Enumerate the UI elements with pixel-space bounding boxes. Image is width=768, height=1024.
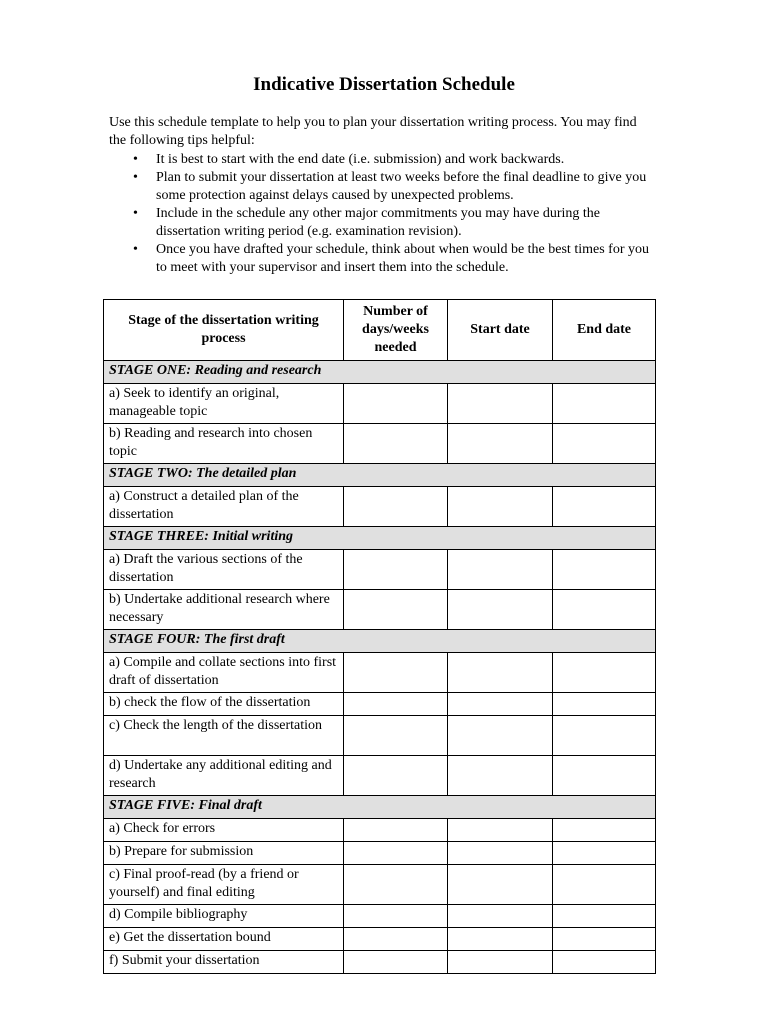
stage-title: STAGE ONE: Reading and research	[104, 361, 656, 384]
stage-row	[104, 464, 656, 487]
column-header-start-date: Start date	[448, 300, 553, 361]
end-date-cell[interactable]	[553, 487, 656, 527]
start-date-cell[interactable]	[448, 842, 553, 865]
schedule-table	[103, 299, 656, 974]
start-date-cell[interactable]	[448, 756, 553, 796]
end-date-cell[interactable]	[553, 951, 656, 974]
task-cell: a) Check for errors	[104, 819, 344, 842]
task-cell: a) Seek to identify an original, manageable topic	[104, 384, 344, 424]
duration-cell[interactable]	[344, 693, 448, 716]
task-cell: d) Undertake any additional editing and research	[104, 756, 344, 796]
table-row	[104, 928, 656, 951]
stage-title: STAGE THREE: Initial writing	[104, 527, 656, 550]
end-date-cell[interactable]	[553, 653, 656, 693]
task-cell: a) Draft the various sections of the dissertation	[104, 550, 344, 590]
end-date-cell[interactable]	[553, 819, 656, 842]
tip-item: • Plan to submit your dissertation at least two weeks before the final deadline to give you some protection against delays caused by unexpected problems.	[109, 169, 661, 205]
duration-cell[interactable]	[344, 951, 448, 974]
end-date-cell[interactable]	[553, 550, 656, 590]
column-header-end-date: End date	[553, 300, 656, 361]
table-row	[104, 693, 656, 716]
duration-cell[interactable]	[344, 905, 448, 928]
start-date-cell[interactable]	[448, 905, 553, 928]
start-date-cell[interactable]	[448, 550, 553, 590]
column-header-stage: Stage of the dissertation writing process	[104, 300, 344, 361]
table-row	[104, 424, 656, 464]
duration-cell[interactable]	[344, 842, 448, 865]
column-header-duration: Number of days/weeks needed	[344, 300, 448, 361]
duration-cell[interactable]	[344, 865, 448, 905]
intro-paragraph: Use this schedule template to help you to plan your dissertation writing process. You may find the following tips helpful:	[109, 115, 637, 148]
tip-item: • Include in the schedule any other major commitments you may have during the dissertation writing period (e.g. examination revision).	[109, 205, 661, 241]
end-date-cell[interactable]	[553, 424, 656, 464]
table-row	[104, 951, 656, 974]
start-date-cell[interactable]	[448, 590, 553, 630]
table-row	[104, 550, 656, 590]
duration-cell[interactable]	[344, 487, 448, 527]
end-date-cell[interactable]	[553, 928, 656, 951]
start-date-cell[interactable]	[448, 424, 553, 464]
duration-cell[interactable]	[344, 819, 448, 842]
task-cell: b) Prepare for submission	[104, 842, 344, 865]
start-date-cell[interactable]	[448, 653, 553, 693]
stage-row	[104, 361, 656, 384]
duration-cell[interactable]	[344, 756, 448, 796]
start-date-cell[interactable]	[448, 819, 553, 842]
end-date-cell[interactable]	[553, 590, 656, 630]
table-row	[104, 865, 656, 905]
end-date-cell[interactable]	[553, 842, 656, 865]
stage-title: STAGE TWO: The detailed plan	[104, 464, 656, 487]
end-date-cell[interactable]	[553, 716, 656, 756]
end-date-cell[interactable]	[553, 693, 656, 716]
tips-list	[109, 151, 661, 277]
tip-item: • Once you have drafted your schedule, think about when would be the best times for you to meet with your supervisor and insert them into the schedule.	[109, 241, 661, 277]
start-date-cell[interactable]	[448, 384, 553, 424]
end-date-cell[interactable]	[553, 905, 656, 928]
start-date-cell[interactable]	[448, 693, 553, 716]
stage-row	[104, 527, 656, 550]
tip-item: • It is best to start with the end date (i.e. submission) and work backwards.	[109, 151, 661, 169]
duration-cell[interactable]	[344, 384, 448, 424]
table-row	[104, 819, 656, 842]
duration-cell[interactable]	[344, 928, 448, 951]
task-cell: f) Submit your dissertation	[104, 951, 344, 974]
table-row	[104, 905, 656, 928]
stage-row	[104, 796, 656, 819]
duration-cell[interactable]	[344, 550, 448, 590]
task-cell: e) Get the dissertation bound	[104, 928, 344, 951]
table-row	[104, 756, 656, 796]
page-title: Indicative Dissertation Schedule	[253, 74, 515, 95]
stage-title: STAGE FOUR: The first draft	[104, 630, 656, 653]
task-cell: c) Final proof-read (by a friend or yourself) and final editing	[104, 865, 344, 905]
table-row	[104, 842, 656, 865]
start-date-cell[interactable]	[448, 951, 553, 974]
start-date-cell[interactable]	[448, 928, 553, 951]
stage-row	[104, 630, 656, 653]
task-cell: a) Compile and collate sections into first draft of dissertation	[104, 653, 344, 693]
end-date-cell[interactable]	[553, 384, 656, 424]
start-date-cell[interactable]	[448, 865, 553, 905]
end-date-cell[interactable]	[553, 865, 656, 905]
table-row	[104, 653, 656, 693]
end-date-cell[interactable]	[553, 756, 656, 796]
table-row	[104, 590, 656, 630]
task-cell: c) Check the length of the dissertation	[104, 716, 344, 756]
duration-cell[interactable]	[344, 590, 448, 630]
duration-cell[interactable]	[344, 716, 448, 756]
task-cell: b) Undertake additional research where necessary	[104, 590, 344, 630]
table-header-row	[104, 300, 656, 361]
task-cell: d) Compile bibliography	[104, 905, 344, 928]
table-row	[104, 487, 656, 527]
task-cell: b) Reading and research into chosen topic	[104, 424, 344, 464]
duration-cell[interactable]	[344, 653, 448, 693]
task-cell: a) Construct a detailed plan of the dissertation	[104, 487, 344, 527]
start-date-cell[interactable]	[448, 716, 553, 756]
table-row	[104, 384, 656, 424]
start-date-cell[interactable]	[448, 487, 553, 527]
stage-title: STAGE FIVE: Final draft	[104, 796, 656, 819]
task-cell: b) check the flow of the dissertation	[104, 693, 344, 716]
duration-cell[interactable]	[344, 424, 448, 464]
table-row	[104, 716, 656, 756]
